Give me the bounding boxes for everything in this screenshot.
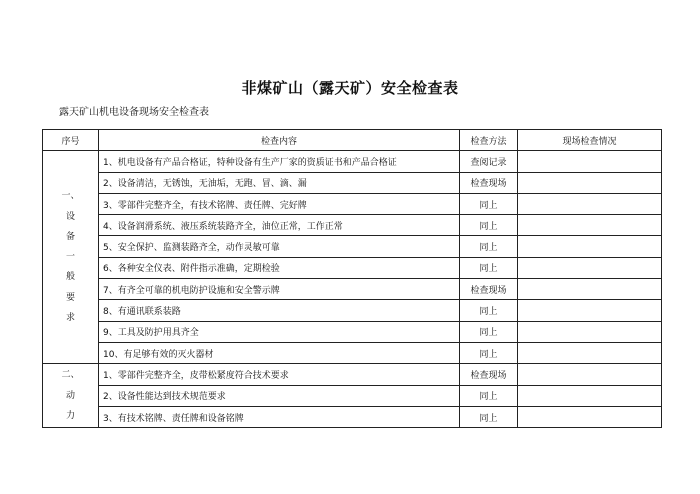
section-seq-cell — [43, 151, 99, 364]
section-seq-char: 力 — [65, 410, 75, 421]
check-method-cell: 同上 — [460, 321, 518, 342]
check-method-cell: 检查现场 — [460, 364, 518, 385]
table-header-row — [43, 130, 662, 151]
section-seq-char: 二、 — [61, 370, 80, 381]
inspection-result-cell[interactable] — [518, 172, 662, 193]
section-seq-cell — [43, 364, 99, 428]
section-seq-char: 设 — [65, 211, 75, 222]
table-row — [43, 342, 662, 363]
check-content-cell: 1、零部件完整齐全，皮带松紧度符合技术要求 — [99, 364, 460, 385]
check-content-cell: 7、有齐全可靠的机电防护设施和安全警示牌 — [99, 279, 460, 300]
inspection-result-cell[interactable] — [518, 406, 662, 427]
check-content-cell: 2、设备清洁，无锈蚀，无油垢，无跑、冒、滴、漏 — [99, 172, 460, 193]
check-content-cell: 8、有通讯联系装路 — [99, 300, 460, 321]
inspection-result-cell[interactable] — [518, 257, 662, 278]
page-subtitle: 露天矿山机电设备现场安全检查表 — [59, 107, 209, 118]
table-row — [43, 172, 662, 193]
table-row — [43, 406, 662, 427]
check-method-cell: 同上 — [460, 342, 518, 363]
check-method-cell: 同上 — [460, 300, 518, 321]
check-method-cell: 同上 — [460, 215, 518, 236]
check-method-cell: 同上 — [460, 257, 518, 278]
header-result: 现场检查情况 — [518, 130, 662, 151]
check-method-cell: 查阅记录 — [460, 151, 518, 172]
section-seq-char: 要 — [65, 292, 75, 303]
check-content-cell: 4、设备润滑系统、液压系统装路齐全，油位正常，工作正常 — [99, 215, 460, 236]
check-content-cell: 2、设备性能达到技术规范要求 — [99, 385, 460, 406]
check-content-cell: 10、有足够有效的灭火器材 — [99, 342, 460, 363]
section-seq-char: 般 — [65, 272, 75, 283]
inspection-result-cell[interactable] — [518, 193, 662, 214]
inspection-result-cell[interactable] — [518, 279, 662, 300]
table-row — [43, 215, 662, 236]
safety-check-table — [42, 129, 662, 428]
check-method-cell: 同上 — [460, 385, 518, 406]
check-content-cell: 1、机电设备有产品合格证，特种设备有生产厂家的资质证书和产品合格证 — [99, 151, 460, 172]
inspection-result-cell[interactable] — [518, 385, 662, 406]
section-seq-char: 备 — [65, 231, 75, 242]
table-row — [43, 151, 662, 172]
table-body — [43, 151, 662, 428]
section-seq-char: 一 — [65, 252, 75, 263]
inspection-result-cell[interactable] — [518, 215, 662, 236]
check-content-cell: 3、有技术铭牌、责任牌和设备铭牌 — [99, 406, 460, 427]
header-method: 检查方法 — [460, 130, 518, 151]
check-method-cell: 同上 — [460, 406, 518, 427]
section-seq-char: 动 — [65, 390, 75, 401]
inspection-result-cell[interactable] — [518, 300, 662, 321]
header-seq: 序号 — [43, 130, 99, 151]
table-row — [43, 279, 662, 300]
inspection-result-cell[interactable] — [518, 236, 662, 257]
inspection-result-cell[interactable] — [518, 151, 662, 172]
table-row — [43, 300, 662, 321]
check-method-cell: 同上 — [460, 236, 518, 257]
check-content-cell: 9、工具及防护用具齐全 — [99, 321, 460, 342]
section-seq-char: 求 — [65, 313, 75, 324]
page-title: 非煤矿山（露天矿）安全检查表 — [241, 79, 459, 97]
table-row — [43, 364, 662, 385]
table-row — [43, 321, 662, 342]
inspection-result-cell[interactable] — [518, 342, 662, 363]
check-content-cell: 3、零部件完整齐全，有技术铭牌、责任牌、完好牌 — [99, 193, 460, 214]
header-content: 检查内容 — [99, 130, 460, 151]
check-method-cell: 检查现场 — [460, 172, 518, 193]
table-row — [43, 385, 662, 406]
table-row — [43, 257, 662, 278]
check-content-cell: 6、各种安全仪表、附件指示准确，定期检验 — [99, 257, 460, 278]
check-content-cell: 5、安全保护、监测装路齐全，动作灵敏可靠 — [99, 236, 460, 257]
check-method-cell: 同上 — [460, 193, 518, 214]
table-row — [43, 193, 662, 214]
table-row — [43, 236, 662, 257]
inspection-result-cell[interactable] — [518, 321, 662, 342]
section-seq-char: 一、 — [61, 191, 80, 202]
inspection-result-cell[interactable] — [518, 364, 662, 385]
check-method-cell: 检查现场 — [460, 279, 518, 300]
